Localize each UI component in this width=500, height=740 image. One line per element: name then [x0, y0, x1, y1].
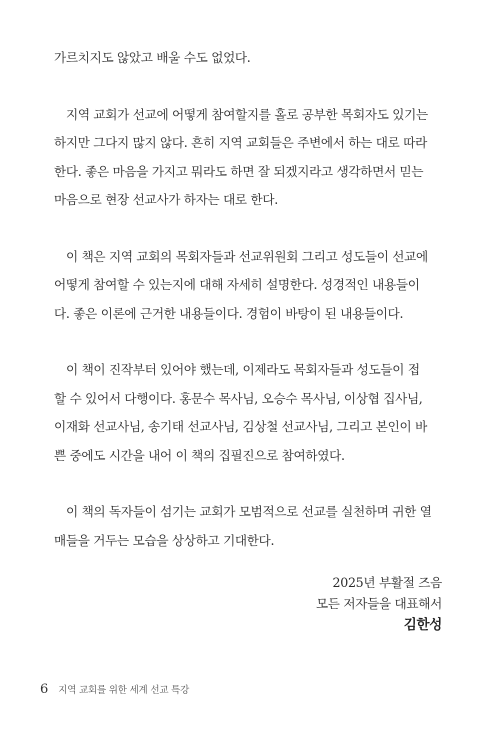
signature-date: 2025년 부활절 즈음 [332, 575, 442, 590]
text-line: 다. 좋은 이론에 근거한 내용들이다. 경험이 바탕이 된 내용들이다. [54, 305, 404, 321]
text-line: 매들을 거두는 모습을 상상하고 기대한다. [54, 532, 275, 548]
text-line: 이 책이 진작부터 있어야 했는데, 이제라도 목회자들과 성도들이 접 [66, 362, 420, 377]
running-title: 지역 교회를 위한 세계 선교 특강 [58, 685, 190, 696]
text-line: 어떻게 참여할 수 있는지에 대해 자세히 설명한다. 성경적인 내용들이 [54, 277, 420, 292]
text-line: 이 책의 독자들이 섬기는 교회가 모범적으로 선교를 실천하며 귀한 열 [66, 504, 432, 519]
paragraph-3 [54, 243, 454, 329]
text-line: 지역 교회가 선교에 어떻게 참여할지를 홀로 공부한 목회자도 있기는 [66, 106, 428, 122]
page-footer [40, 682, 189, 697]
text-line: 가르치지도 않았고 배울 수도 없었다. [54, 50, 251, 65]
text-line: 할 수 있어서 다행이다. 홍문수 목사님, 오승수 목사님, 이상협 집사님, [54, 390, 423, 406]
text-line: 이재화 선교사님, 송기태 선교사님, 김상철 선교사님, 그리고 본인이 바 [54, 419, 427, 434]
paragraph-2 [54, 101, 454, 215]
text-line: 이 책은 지역 교회의 목회자들과 선교위원회 그리고 성도들이 선교에 [66, 248, 428, 264]
text-line: 한다. 좋은 마음을 가지고 뭐라도 하면 잘 되겠지라고 생각하면서 믿는 [54, 163, 424, 179]
text-line: 쁜 중에도 시간을 내어 이 책의 집필진으로 참여하였다. [54, 447, 345, 463]
signature-block [316, 572, 442, 636]
paragraph-5 [54, 498, 454, 555]
body-text [54, 44, 454, 555]
paragraph-4 [54, 356, 454, 470]
signature-role: 모든 저자들을 대표해서 [315, 596, 442, 611]
paragraph-1 [54, 44, 454, 73]
text-line: 마음으로 현장 선교사가 하자는 대로 한다. [54, 192, 278, 207]
page-number: 6 [40, 682, 49, 697]
text-line: 하지만 그다지 많지 않다. 흔히 지역 교회들은 주변에서 하는 대로 따라 [54, 135, 427, 150]
signature-name: 김한성 [403, 617, 442, 633]
